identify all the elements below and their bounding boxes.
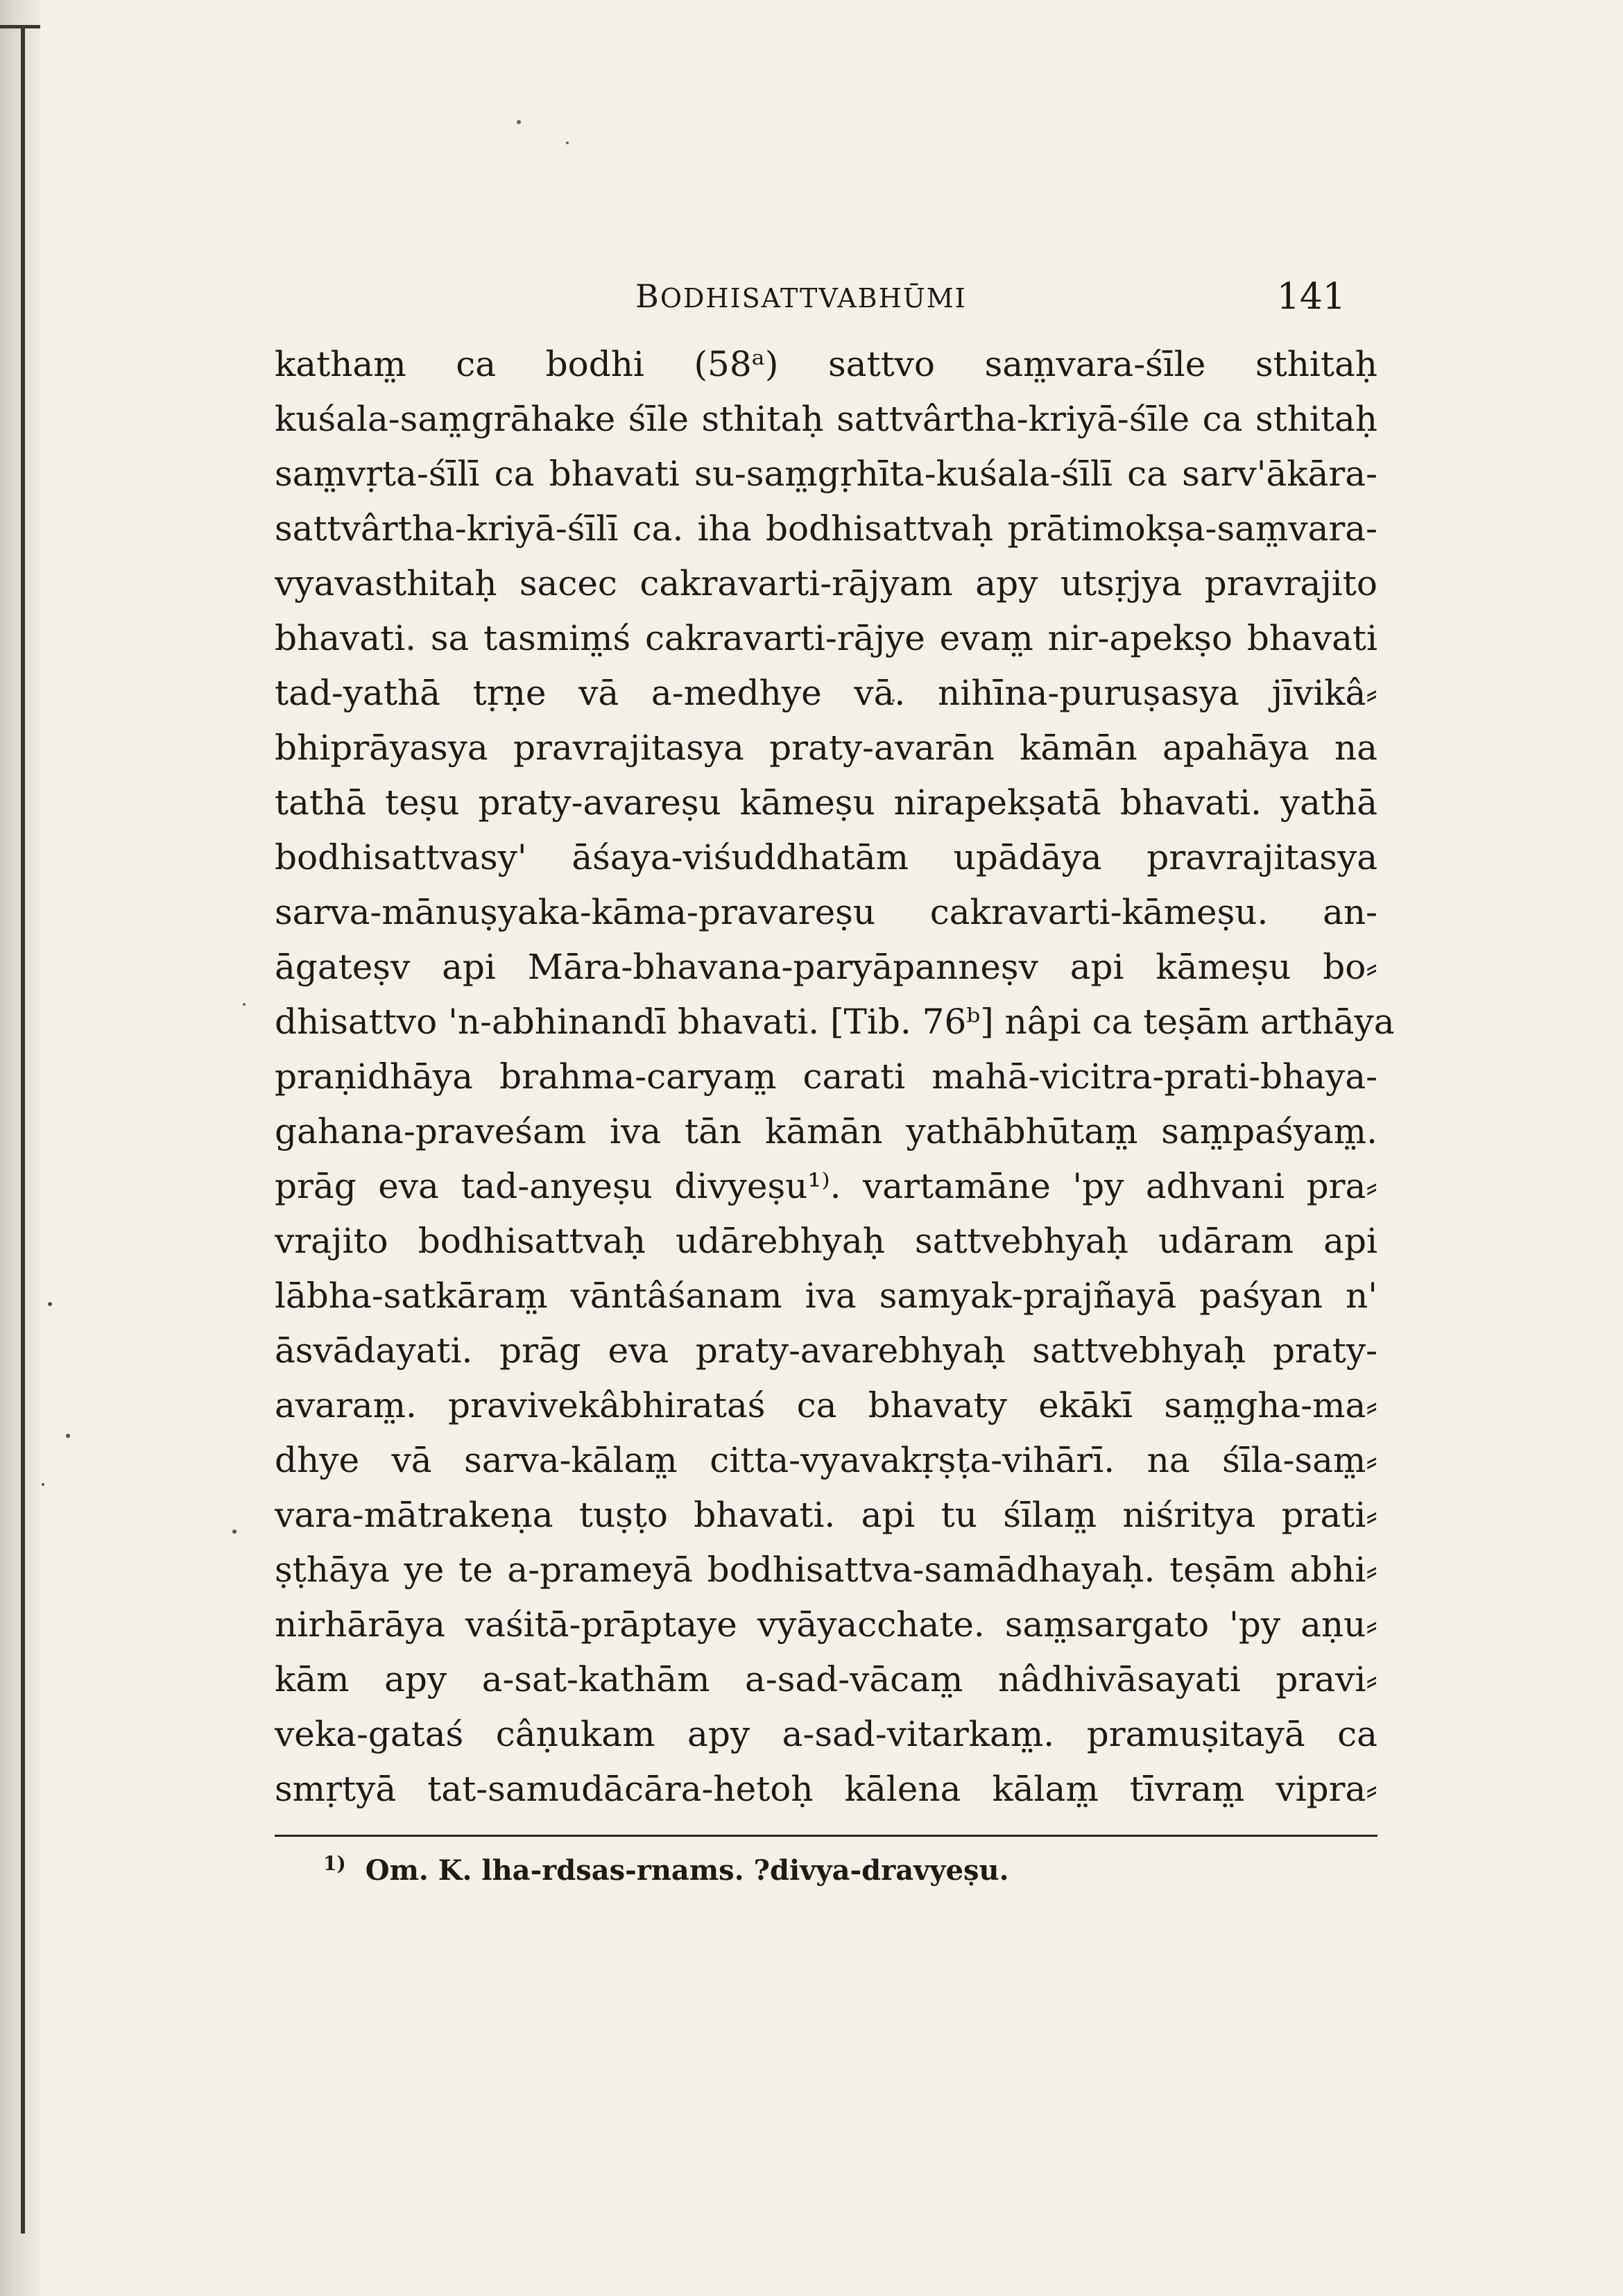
text-line: prāg eva tad-anyeṣu divyeṣu¹⁾. vartamāne 'py adhvani pra⸗ — [275, 1166, 1377, 1206]
text-line: katham̤ ca bodhi (58ᵃ) sattvo sam̤vara-śīle sthitaḥ — [275, 344, 1377, 384]
text-line: gahana-praveśam iva tān kāmān yathābhūtam̤ sam̤paśyam̤. — [275, 1111, 1377, 1151]
footnote-text: Om. K. lha-rdsas-rnams. ?divya-dravyeṣu. — [365, 1854, 1009, 1887]
text-line: kuśala-sam̤grāhake śīle sthitaḥ sattvârtha-kriyā-śīle ca sthitaḥ — [275, 399, 1377, 439]
page-number: 141 — [1276, 276, 1346, 318]
text-line: dhisattvo 'n-abhinandī bhavati. [Tib. 76ᵇ] nâpi ca teṣām arthāya — [275, 1002, 1395, 1042]
body-text — [275, 337, 1395, 1817]
text-line: praṇidhāya brahma-caryam̤ carati mahā-vicitra-prati-bhaya- — [275, 1056, 1377, 1097]
text-line: tad-yathā tṛṇe vā a-medhye vā. nihīna-puruṣasya jīvikâ⸗ — [275, 673, 1377, 713]
text-line: āsvādayati. prāg eva praty-avarebhyaḥ sattvebhyaḥ praty- — [275, 1330, 1377, 1371]
text-line: ṣṭhāya ye te a-prameyā bodhisattva-samādhayaḥ. teṣām abhi⸗ — [275, 1550, 1377, 1590]
text-line: sarva-mānuṣyaka-kāma-pravareṣu cakravarti-kāmeṣu. an- — [275, 892, 1377, 932]
page-text-block — [275, 264, 1395, 1887]
text-line: kām apy a-sat-kathām a-sad-vācam̤ nâdhivāsayati pravi⸗ — [275, 1659, 1377, 1699]
text-line: bhavati. sa tasmim̤ś cakravarti-rājye evam̤ nir-apekṣo bhavati — [275, 618, 1377, 658]
page-header — [275, 264, 1377, 333]
text-line: veka-gataś câṇukam apy a-sad-vitarkam̤. pramuṣitayā ca — [275, 1714, 1377, 1754]
text-line: bodhisattvasy' āśaya-viśuddhatām upādāya pravrajitasya — [275, 837, 1377, 877]
text-line: vrajito bodhisattvaḥ udārebhyaḥ sattvebhyaḥ udāram api — [275, 1221, 1377, 1261]
text-line: vara-mātrakeṇa tuṣṭo bhavati. api tu śīlam̤ niśritya prati⸗ — [275, 1495, 1377, 1535]
text-line: smṛtyā tat-samudācāra-hetoḥ kālena kālam̤ tīvram̤ vipra⸗ — [275, 1769, 1377, 1809]
text-line: vyavasthitaḥ sacec cakravarti-rājyam apy utsṛjya pravrajito — [275, 563, 1377, 603]
text-line: sattvârtha-kriyā-śīlī ca. iha bodhisattvaḥ prātimokṣa-sam̤vara- — [275, 508, 1377, 549]
text-line: lābha-satkāram̤ vāntâśanam iva samyak-prajñayā paśyan n' — [275, 1276, 1377, 1316]
text-line: dhye vā sarva-kālam̤ citta-vyavakṛṣṭa-vihārī. na śīla-sam̤⸗ — [275, 1440, 1377, 1480]
text-line: tathā teṣu praty-avareṣu kāmeṣu nirapekṣatā bhavati. yathā — [275, 782, 1377, 823]
footnote — [323, 1852, 1377, 1887]
footnote-marker: 1) — [323, 1852, 346, 1875]
footnote-divider — [275, 1835, 1377, 1837]
text-line: avaram̤. pravivekâbhirataś ca bhavaty ekākī sam̤gha-ma⸗ — [275, 1385, 1377, 1425]
text-line: sam̤vṛta-śīlī ca bhavati su-sam̤gṛhīta-kuśala-śīlī ca sarv'ākāra- — [275, 454, 1377, 494]
text-line: bhiprāyasya pravrajitasya praty-avarān kāmān apahāya na — [275, 728, 1377, 768]
running-title: BODHISATTVABHŪMI — [635, 277, 967, 315]
text-line: nirhārāya vaśitā-prāptaye vyāyacchate. sam̤sargato 'py aṇu⸗ — [275, 1604, 1377, 1645]
text-line: āgateṣv api Māra-bhavana-paryāpanneṣv api kāmeṣu bo⸗ — [275, 947, 1377, 987]
